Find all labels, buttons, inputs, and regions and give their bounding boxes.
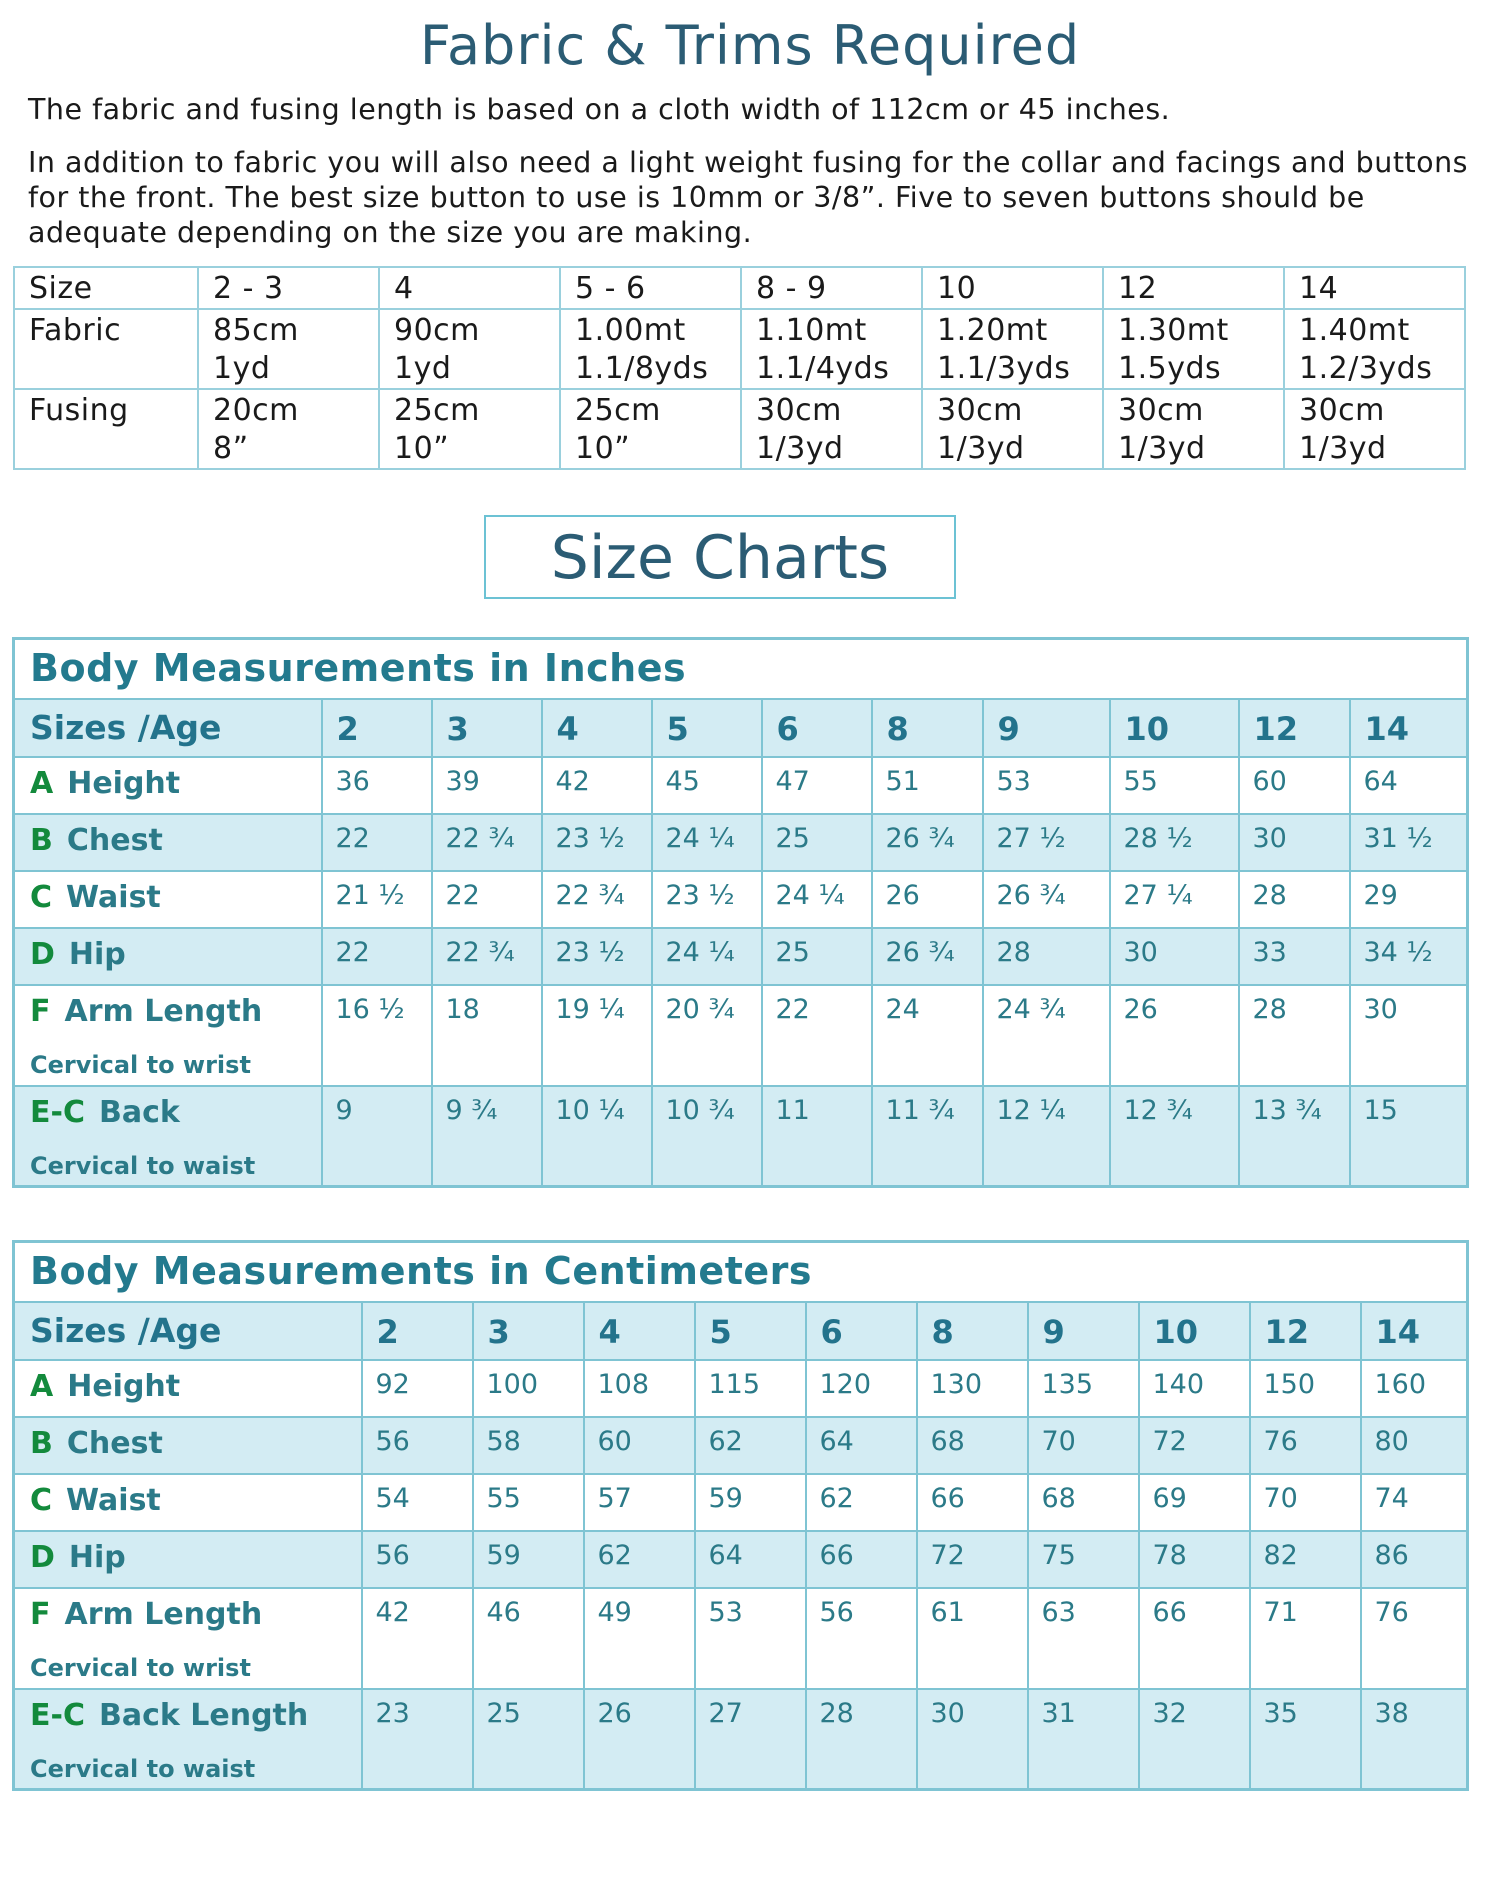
- measurement-value: 60: [584, 1417, 695, 1474]
- size-header-cell: 5: [695, 1302, 806, 1360]
- measurement-letter: E-C: [30, 1094, 85, 1130]
- measurement-subtitle: Cervical to wrist: [30, 1050, 251, 1079]
- measurement-value: 27 ½: [983, 814, 1110, 871]
- fabric-cell-line: 1.2/3yds: [1299, 351, 1433, 386]
- size-header-cell: 6: [806, 1302, 917, 1360]
- measurement-label-cell: [14, 1588, 362, 1689]
- measurement-subtitle: Cervical to waist: [30, 1151, 256, 1180]
- fabric-cell-line: 30cm: [756, 393, 842, 428]
- fabric-cell: [379, 389, 560, 469]
- measurement-value: 55: [1110, 757, 1239, 814]
- measurement-value: 160: [1361, 1360, 1468, 1417]
- fabric-cell: [741, 267, 922, 309]
- measurement-value: 23 ½: [542, 928, 652, 985]
- fabric-cell-line: 1/3yd: [756, 431, 844, 466]
- measurement-value: 22 ¾: [432, 928, 542, 985]
- measurement-name: Hip: [68, 936, 126, 972]
- measurement-value: 28: [983, 928, 1110, 985]
- measurement-value: 53: [983, 757, 1110, 814]
- measurement-value: 76: [1361, 1588, 1468, 1689]
- measurement-value: 92: [362, 1360, 473, 1417]
- fabric-cell-line: 25cm: [575, 393, 661, 428]
- fabric-cell-line: 14: [1299, 271, 1339, 306]
- measurement-value: 38: [1361, 1689, 1468, 1790]
- size-header-cell: 10: [1139, 1302, 1250, 1360]
- measurement-label-cell: [14, 985, 322, 1086]
- measurement-value: 30: [917, 1689, 1028, 1790]
- measurement-value: 28: [1239, 985, 1350, 1086]
- measurement-value: 15: [1350, 1086, 1468, 1187]
- measurement-letter: C: [30, 879, 53, 915]
- measurement-value: 31: [1028, 1689, 1139, 1790]
- measurement-value: 25: [762, 814, 872, 871]
- measurement-value: 39: [432, 757, 542, 814]
- size-header-cell: 8: [872, 699, 983, 757]
- measurement-name: Back Length: [98, 1697, 309, 1733]
- measurement-label-cell: [14, 928, 322, 985]
- sizes-age-label: Sizes /Age: [14, 1302, 362, 1360]
- measurement-name: Chest: [66, 1425, 163, 1461]
- size-header-cell: 2: [322, 699, 432, 757]
- measurement-value: 100: [473, 1360, 584, 1417]
- measurement-value: 76: [1250, 1417, 1361, 1474]
- size-charts-heading: Size Charts: [484, 515, 956, 599]
- fabric-row: [14, 267, 1465, 309]
- cloth-width-note: The fabric and fusing length is based on a cloth width of 112cm or 45 inches.: [28, 93, 1171, 126]
- measurement-value: 66: [917, 1474, 1028, 1531]
- fabric-cell-line: 4: [394, 271, 414, 306]
- measurement-value: 59: [695, 1474, 806, 1531]
- fabric-requirements-table: [13, 266, 1466, 470]
- size-header-cell: 3: [432, 699, 542, 757]
- measurement-value: 12 ¾: [1110, 1086, 1239, 1187]
- measurement-row: [14, 757, 1468, 814]
- measurement-value: 22: [432, 871, 542, 928]
- measurement-name: Waist: [66, 1482, 161, 1518]
- table-title: Body Measurements in Inches: [14, 639, 1468, 699]
- measurement-value: 25: [762, 928, 872, 985]
- fabric-cell-line: 20cm: [213, 393, 299, 428]
- fabric-cell-line: 10: [937, 271, 977, 306]
- measurement-value: 59: [473, 1531, 584, 1588]
- fabric-cell: [1103, 389, 1284, 469]
- fabric-cell-line: 1/3yd: [1118, 431, 1206, 466]
- fabric-cell: [379, 267, 560, 309]
- measurement-value: 23: [362, 1689, 473, 1790]
- size-header-cell: 14: [1350, 699, 1468, 757]
- fabric-cell-line: 1.1/8yds: [575, 351, 709, 386]
- measurement-value: 45: [652, 757, 762, 814]
- measurement-value: 53: [695, 1588, 806, 1689]
- size-header-cell: 12: [1239, 699, 1350, 757]
- fabric-cell-line: 30cm: [1118, 393, 1204, 428]
- measurement-row: [14, 928, 1468, 985]
- fabric-cell-line: 85cm: [213, 313, 299, 348]
- fabric-cell: [741, 309, 922, 389]
- measurement-value: 120: [806, 1360, 917, 1417]
- fabric-row: [14, 389, 1465, 469]
- fabric-cell: [1103, 309, 1284, 389]
- fabric-cell: [560, 389, 741, 469]
- inches-measurement-table: [12, 637, 1469, 1188]
- measurement-value: 13 ¾: [1239, 1086, 1350, 1187]
- measurement-row: [14, 1417, 1468, 1474]
- fabric-cell-line: 30cm: [937, 393, 1023, 428]
- measurement-label-cell: [14, 1086, 322, 1187]
- fabric-cell-line: 10”: [394, 431, 450, 466]
- measurement-value: 25: [473, 1689, 584, 1790]
- measurement-name: Height: [67, 1368, 181, 1404]
- measurement-value: 20 ¾: [652, 985, 762, 1086]
- measurement-value: 12 ¼: [983, 1086, 1110, 1187]
- measurement-value: 11 ¾: [872, 1086, 983, 1187]
- measurement-value: 108: [584, 1360, 695, 1417]
- measurement-name: Height: [67, 765, 181, 801]
- measurement-value: 23 ½: [542, 814, 652, 871]
- measurement-name: Chest: [66, 822, 163, 858]
- size-header-cell: 9: [983, 699, 1110, 757]
- fabric-cell-line: 1.40mt: [1299, 313, 1410, 348]
- measurement-value: 60: [1239, 757, 1350, 814]
- size-header-cell: 14: [1361, 1302, 1468, 1360]
- fabric-cell-line: 1/3yd: [1299, 431, 1387, 466]
- fabric-cell: [1284, 309, 1465, 389]
- size-header-cell: 6: [762, 699, 872, 757]
- fabric-cell-line: 1yd: [213, 351, 271, 386]
- measurement-letter: B: [30, 1425, 53, 1461]
- measurement-value: 33: [1239, 928, 1350, 985]
- measurement-row: [14, 814, 1468, 871]
- fabric-cell-line: 5 - 6: [575, 271, 646, 306]
- measurement-value: 71: [1250, 1588, 1361, 1689]
- measurement-value: 28 ½: [1110, 814, 1239, 871]
- measurement-value: 56: [806, 1588, 917, 1689]
- measurement-letter: F: [30, 1596, 51, 1632]
- measurement-letter: E-C: [30, 1697, 85, 1733]
- measurement-value: 35: [1250, 1689, 1361, 1790]
- measurement-value: 30: [1239, 814, 1350, 871]
- measurement-subtitle: Cervical to wrist: [30, 1653, 251, 1682]
- measurement-letter: A: [30, 1368, 54, 1404]
- measurement-value: 86: [1361, 1531, 1468, 1588]
- measurement-row: [14, 871, 1468, 928]
- measurement-value: 130: [917, 1360, 1028, 1417]
- measurement-value: 36: [322, 757, 432, 814]
- measurement-value: 70: [1250, 1474, 1361, 1531]
- measurement-value: 150: [1250, 1360, 1361, 1417]
- fabric-cell-line: 1.20mt: [937, 313, 1048, 348]
- size-header-cell: 5: [652, 699, 762, 757]
- measurement-value: 135: [1028, 1360, 1139, 1417]
- fabric-cell: [1103, 267, 1284, 309]
- fabric-cell-line: 1.10mt: [756, 313, 867, 348]
- fabric-row-label: Size: [14, 267, 198, 309]
- measurement-value: 69: [1139, 1474, 1250, 1531]
- fabric-row: [14, 309, 1465, 389]
- fabric-cell: [198, 389, 379, 469]
- size-header-row: [14, 1302, 1468, 1360]
- measurement-name: Back: [98, 1094, 180, 1130]
- measurement-value: 24 ¾: [983, 985, 1110, 1086]
- measurement-value: 29: [1350, 871, 1468, 928]
- fabric-cell-line: 1/3yd: [937, 431, 1025, 466]
- measurement-row: [14, 985, 1468, 1086]
- measurement-value: 9: [322, 1086, 432, 1187]
- fabric-cell: [560, 267, 741, 309]
- measurement-value: 30: [1350, 985, 1468, 1086]
- measurement-value: 16 ½: [322, 985, 432, 1086]
- measurement-value: 64: [695, 1531, 806, 1588]
- measurement-value: 26 ¾: [872, 814, 983, 871]
- measurement-value: 26: [584, 1689, 695, 1790]
- measurement-letter: A: [30, 765, 54, 801]
- measurement-value: 58: [473, 1417, 584, 1474]
- measurement-value: 18: [432, 985, 542, 1086]
- measurement-row: [14, 1689, 1468, 1790]
- size-header-cell: 10: [1110, 699, 1239, 757]
- size-header-cell: 9: [1028, 1302, 1139, 1360]
- measurement-letter: F: [30, 993, 51, 1029]
- measurement-value: 72: [1139, 1417, 1250, 1474]
- fabric-cell: [1284, 267, 1465, 309]
- size-header-cell: 4: [542, 699, 652, 757]
- fabric-cell-line: 12: [1118, 271, 1158, 306]
- measurement-value: 140: [1139, 1360, 1250, 1417]
- measurement-label-cell: [14, 1531, 362, 1588]
- measurement-value: 63: [1028, 1588, 1139, 1689]
- measurement-value: 22: [322, 814, 432, 871]
- fabric-cell-line: 10”: [575, 431, 631, 466]
- measurement-value: 24 ¼: [652, 814, 762, 871]
- measurement-row: [14, 1474, 1468, 1531]
- measurement-value: 66: [1139, 1588, 1250, 1689]
- measurement-value: 62: [695, 1417, 806, 1474]
- fusing-buttons-note: In addition to fabric you will also need a light weight fusing for the collar and facings and buttons for the front. The best size button to use is 10mm or 3/8”. Five to seven buttons should be adequate depending on the size you are making.: [28, 146, 1469, 249]
- measurement-label-cell: [14, 1417, 362, 1474]
- fabric-cell: [1284, 389, 1465, 469]
- size-header-row: [14, 699, 1468, 757]
- measurement-value: 31 ½: [1350, 814, 1468, 871]
- fabric-cell: [922, 389, 1103, 469]
- measurement-label-cell: [14, 814, 322, 871]
- measurement-letter: D: [30, 936, 55, 972]
- fabric-row-label: Fusing: [14, 389, 198, 469]
- measurement-value: 70: [1028, 1417, 1139, 1474]
- fabric-cell-line: 2 - 3: [213, 271, 284, 306]
- measurement-value: 19 ¼: [542, 985, 652, 1086]
- measurement-value: 26 ¾: [872, 928, 983, 985]
- measurement-value: 56: [362, 1531, 473, 1588]
- size-header-cell: 12: [1250, 1302, 1361, 1360]
- measurement-value: 66: [806, 1531, 917, 1588]
- measurement-value: 30: [1110, 928, 1239, 985]
- fabric-cell: [379, 309, 560, 389]
- measurement-value: 68: [1028, 1474, 1139, 1531]
- measurement-value: 62: [584, 1531, 695, 1588]
- measurement-value: 68: [917, 1417, 1028, 1474]
- measurement-value: 115: [695, 1360, 806, 1417]
- fabric-cell-line: 1.1/4yds: [756, 351, 890, 386]
- measurement-value: 26: [1110, 985, 1239, 1086]
- size-header-cell: 8: [917, 1302, 1028, 1360]
- measurement-value: 72: [917, 1531, 1028, 1588]
- measurement-value: 22: [762, 985, 872, 1086]
- measurement-value: 64: [1350, 757, 1468, 814]
- measurement-value: 22 ¾: [432, 814, 542, 871]
- fabric-cell-line: 1.30mt: [1118, 313, 1229, 348]
- measurement-letter: B: [30, 822, 53, 858]
- measurement-value: 24: [872, 985, 983, 1086]
- sizes-age-label: Sizes /Age: [14, 699, 322, 757]
- measurement-value: 22: [322, 928, 432, 985]
- measurement-label-cell: [14, 757, 322, 814]
- measurement-value: 62: [806, 1474, 917, 1531]
- fabric-cell-line: 30cm: [1299, 393, 1385, 428]
- measurement-row: [14, 1588, 1468, 1689]
- measurement-value: 42: [362, 1588, 473, 1689]
- measurement-value: 78: [1139, 1531, 1250, 1588]
- measurement-value: 9 ¾: [432, 1086, 542, 1187]
- measurement-value: 24 ¼: [652, 928, 762, 985]
- measurement-value: 10 ¼: [542, 1086, 652, 1187]
- measurement-value: 61: [917, 1588, 1028, 1689]
- measurement-value: 10 ¾: [652, 1086, 762, 1187]
- measurement-value: 75: [1028, 1531, 1139, 1588]
- fabric-row-label: Fabric: [14, 309, 198, 389]
- size-header-cell: 4: [584, 1302, 695, 1360]
- fabric-cell-line: 1.00mt: [575, 313, 686, 348]
- fabric-cell-line: 1yd: [394, 351, 452, 386]
- measurement-value: 34 ½: [1350, 928, 1468, 985]
- measurement-value: 55: [473, 1474, 584, 1531]
- fabric-cell-line: 8”: [213, 431, 249, 466]
- measurement-value: 28: [1239, 871, 1350, 928]
- table-title: Body Measurements in Centimeters: [14, 1242, 1468, 1302]
- measurement-letter: D: [30, 1539, 55, 1575]
- measurement-value: 82: [1250, 1531, 1361, 1588]
- measurement-value: 74: [1361, 1474, 1468, 1531]
- fabric-trims-title: Fabric & Trims Required: [419, 14, 1081, 77]
- measurement-name: Arm Length: [64, 1596, 263, 1632]
- measurement-value: 24 ¼: [762, 871, 872, 928]
- fabric-cell: [198, 267, 379, 309]
- measurement-value: 57: [584, 1474, 695, 1531]
- measurement-label-cell: [14, 1360, 362, 1417]
- measurement-row: [14, 1531, 1468, 1588]
- measurement-label-cell: [14, 1474, 362, 1531]
- measurement-value: 51: [872, 757, 983, 814]
- fabric-cell-line: 8 - 9: [756, 271, 827, 306]
- size-header-cell: 2: [362, 1302, 473, 1360]
- fabric-cell-line: 1.5yds: [1118, 351, 1222, 386]
- measurement-letter: C: [30, 1482, 53, 1518]
- measurement-value: 27: [695, 1689, 806, 1790]
- table-title-row: [14, 639, 1468, 699]
- measurement-value: 42: [542, 757, 652, 814]
- measurement-name: Hip: [68, 1539, 126, 1575]
- fabric-cell-line: 25cm: [394, 393, 480, 428]
- measurement-value: 32: [1139, 1689, 1250, 1790]
- measurement-value: 64: [806, 1417, 917, 1474]
- measurement-name: Arm Length: [64, 993, 263, 1029]
- measurement-value: 26: [872, 871, 983, 928]
- measurement-value: 47: [762, 757, 872, 814]
- measurement-value: 23 ½: [652, 871, 762, 928]
- measurement-value: 11: [762, 1086, 872, 1187]
- measurement-value: 28: [806, 1689, 917, 1790]
- measurement-value: 26 ¾: [983, 871, 1110, 928]
- fabric-cell: [198, 309, 379, 389]
- measurement-value: 46: [473, 1588, 584, 1689]
- fabric-cell: [922, 309, 1103, 389]
- measurement-value: 22 ¾: [542, 871, 652, 928]
- measurement-value: 80: [1361, 1417, 1468, 1474]
- measurement-label-cell: [14, 871, 322, 928]
- fabric-cell: [741, 389, 922, 469]
- measurement-value: 54: [362, 1474, 473, 1531]
- measurement-value: 21 ½: [322, 871, 432, 928]
- measurement-value: 49: [584, 1588, 695, 1689]
- centimeters-measurement-table: [12, 1240, 1469, 1791]
- fabric-cell-line: 1.1/3yds: [937, 351, 1071, 386]
- measurement-value: 27 ¼: [1110, 871, 1239, 928]
- fabric-cell: [922, 267, 1103, 309]
- measurement-subtitle: Cervical to waist: [30, 1754, 256, 1783]
- measurement-row: [14, 1360, 1468, 1417]
- measurement-value: 56: [362, 1417, 473, 1474]
- size-header-cell: 3: [473, 1302, 584, 1360]
- measurement-row: [14, 1086, 1468, 1187]
- fabric-cell-line: 90cm: [394, 313, 480, 348]
- measurement-label-cell: [14, 1689, 362, 1790]
- table-title-row: [14, 1242, 1468, 1302]
- measurement-name: Waist: [66, 879, 161, 915]
- fabric-cell: [560, 309, 741, 389]
